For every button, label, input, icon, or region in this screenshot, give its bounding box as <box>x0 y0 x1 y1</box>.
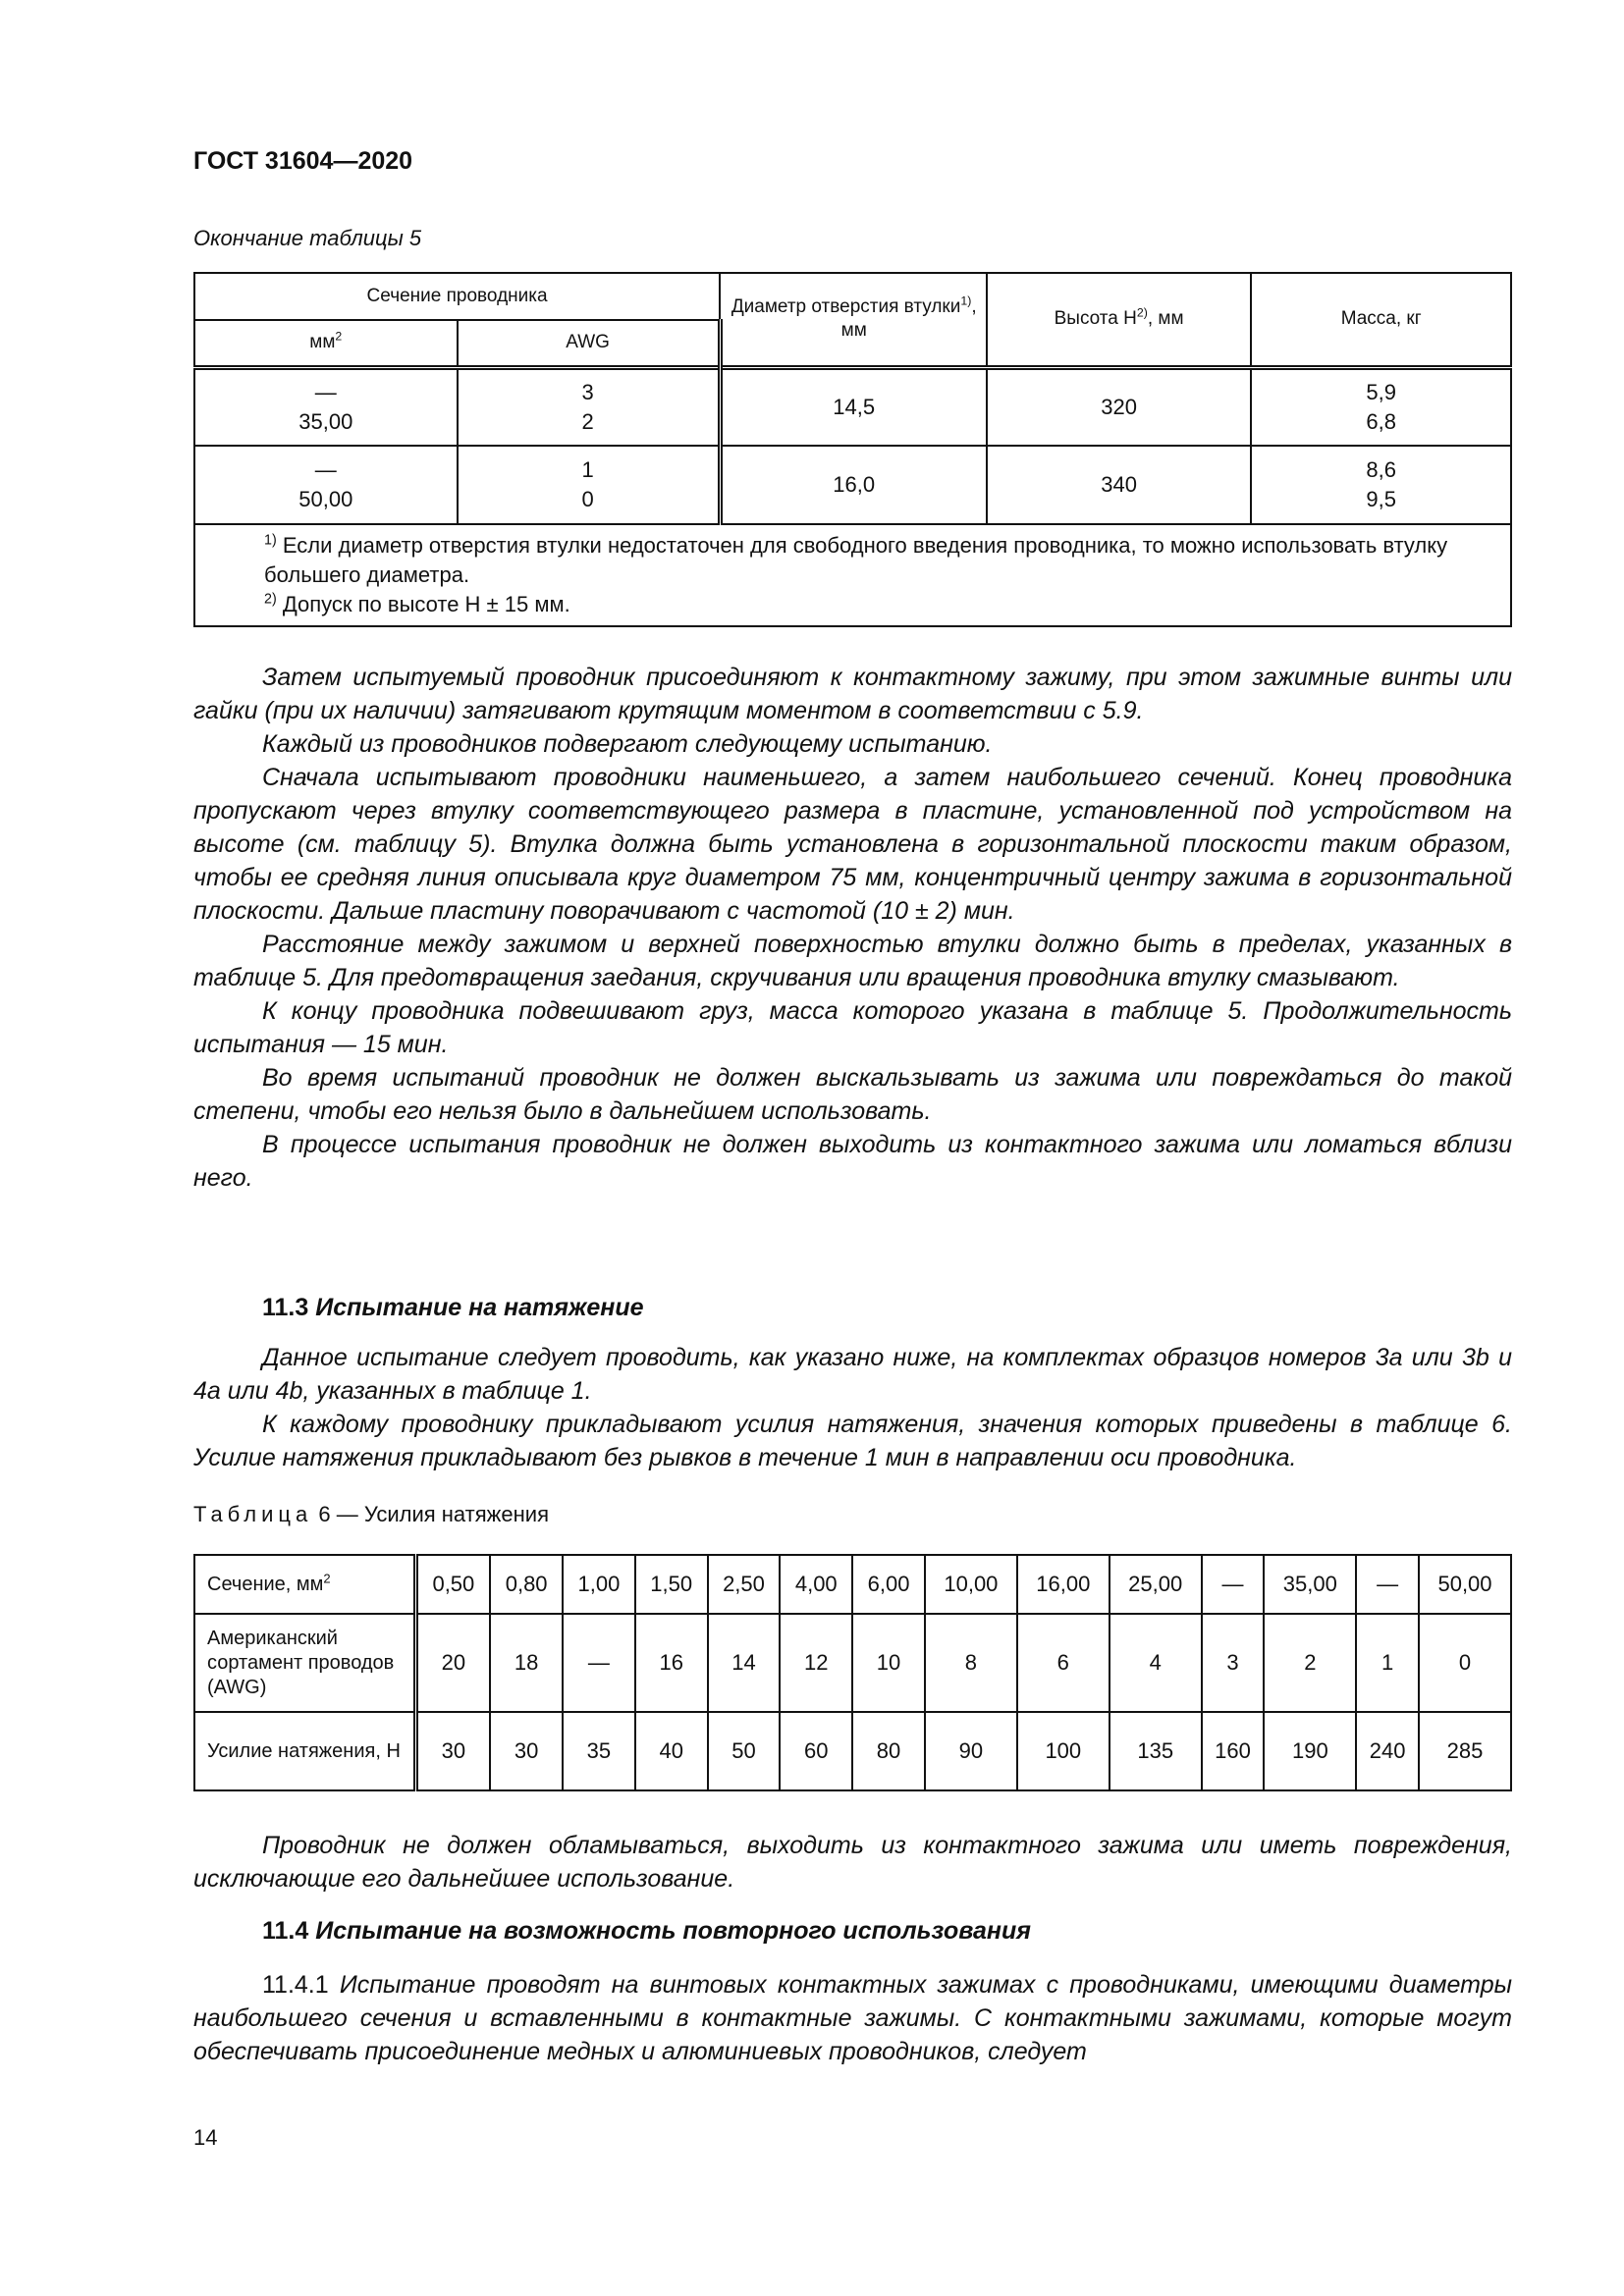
section-heading-11-4: 11.4 Испытание на возможность повторного использования <box>262 1917 1031 1945</box>
cell: — <box>1202 1555 1265 1614</box>
document-title: ГОСТ 31604—2020 <box>193 147 413 175</box>
cell: 90 <box>925 1712 1017 1790</box>
cell: 160 <box>1202 1712 1265 1790</box>
cell: 10,00 <box>925 1555 1017 1614</box>
header-section: Сечение проводника <box>194 273 720 320</box>
cell-diameter: 14,5 <box>720 367 987 446</box>
cell: 25,00 <box>1110 1555 1202 1614</box>
table-row <box>194 367 1511 446</box>
cell: 4,00 <box>780 1555 852 1614</box>
table-notes <box>194 524 1511 626</box>
cell: 6,00 <box>852 1555 925 1614</box>
cell: 16 <box>635 1614 708 1712</box>
cell: 14 <box>708 1614 781 1712</box>
cell-mm2: — 50,00 <box>194 446 458 524</box>
cell: 240 <box>1356 1712 1419 1790</box>
row-label-awg: Американский сортамент проводов (AWG) <box>194 1614 415 1712</box>
cell: 50,00 <box>1419 1555 1511 1614</box>
paragraph: Проводник не должен обламываться, выходить из контактного зажима или иметь повреждения, исключающие его дальнейшее использование. <box>193 1832 1512 1893</box>
cell: 190 <box>1264 1712 1356 1790</box>
paragraph: В процессе испытания проводник не должен выходить из контактного зажима или ломаться вблизи него. <box>193 1131 1512 1192</box>
cell: 0 <box>1419 1614 1511 1712</box>
cell: 135 <box>1110 1712 1202 1790</box>
cell: 4 <box>1110 1614 1202 1712</box>
cell: — <box>1356 1555 1419 1614</box>
cell: 16,00 <box>1017 1555 1110 1614</box>
cell: 35 <box>563 1712 635 1790</box>
cell: 100 <box>1017 1712 1110 1790</box>
cell: 20 <box>415 1614 490 1712</box>
paragraph: Каждый из проводников подвергают следующему испытанию. <box>262 730 993 758</box>
section-heading-11-3: 11.3 Испытание на натяжение <box>262 1294 644 1321</box>
cell: 1 <box>1356 1614 1419 1712</box>
cell: 60 <box>780 1712 852 1790</box>
cell: 285 <box>1419 1712 1511 1790</box>
cell: 18 <box>490 1614 563 1712</box>
cell: 2 <box>1264 1614 1356 1712</box>
header-diameter: Диаметр отверстия втулки$^{1)}$, мм <box>720 273 987 367</box>
table-row <box>194 1614 1511 1712</box>
note-1: $^{1)}$ Если диаметр отверстия втулки недостаточен для свободного введения проводника, то можно использовать втулку большего диаметра. <box>264 532 1448 587</box>
body-text-block-3 <box>193 1829 1512 1896</box>
paragraph: К каждому проводнику прикладывают усилия натяжения, значения которых приведены в таблице 6. Усилие натяжения прикладывают без рывков в течение 1 мин в направлении оси проводника. <box>193 1411 1512 1471</box>
cell: — <box>563 1614 635 1712</box>
paragraph: Данное испытание следует проводить, как указано ниже, на комплектах образцов номеров 3a или 3b и 4a или 4b, указанных в таблице 1. <box>193 1344 1512 1405</box>
cell-mass: 8,6 9,5 <box>1251 446 1511 524</box>
table-row <box>194 1555 1511 1614</box>
table-row <box>194 446 1511 524</box>
cell: 10 <box>852 1614 925 1712</box>
cell: 35,00 <box>1264 1555 1356 1614</box>
paragraph: Во время испытаний проводник не должен выскальзывать из зажима или повреждаться до такой степени, чтобы его нельзя было в дальнейшем использовать. <box>193 1064 1512 1125</box>
table6-caption: Таблица 6 — Усилия натяжения <box>193 1502 549 1526</box>
cell-diameter: 16,0 <box>720 446 987 524</box>
table-row <box>194 1712 1511 1790</box>
table-5 <box>193 272 1512 627</box>
cell: 2,50 <box>708 1555 781 1614</box>
header-height: Высота $Н^{2)}$, мм <box>987 273 1252 367</box>
paragraph: Расстояние между зажимом и верхней поверхностью втулки должно быть в пределах, указанных в таблице 5. Для предотвращения заедания, скручивания или вращения проводника втулку смазывают. <box>193 931 1512 991</box>
cell-mm2: — 35,00 <box>194 367 458 446</box>
body-text-block-4 <box>193 1968 1512 2068</box>
cell-height: 320 <box>987 367 1252 446</box>
row-label-section: Сечение, $мм^2$ <box>194 1555 415 1614</box>
note-2: $^{2)}$ Допуск по высоте Н ± 15 мм. <box>264 591 570 616</box>
row-label-force: Усилие натяжения, Н <box>194 1712 415 1790</box>
cell: 1,00 <box>563 1555 635 1614</box>
cell: 1,50 <box>635 1555 708 1614</box>
paragraph: 11.4.1 Испытание проводят на винтовых контактных зажимах с проводниками, имеющими диаметры наибольшего сечения и вставленными в контактные зажимы. С контактными зажимами, которые могут обеспечивать присоединение медных и алюминиевых проводников, следует <box>193 1971 1512 2065</box>
cell: 6 <box>1017 1614 1110 1712</box>
cell: 8 <box>925 1614 1017 1712</box>
cell: 40 <box>635 1712 708 1790</box>
table5-caption: Окончание таблицы 5 <box>193 226 422 250</box>
paragraph: Затем испытуемый проводник присоединяют к контактному зажиму, при этом зажимные винты или гайки (при их наличии) затягивают крутящим моментом в соответствии с 5.9. <box>193 664 1512 724</box>
body-text-block-2 <box>193 1341 1512 1474</box>
header-mass: Масса, кг <box>1251 273 1511 367</box>
cell-height: 340 <box>987 446 1252 524</box>
cell: 50 <box>708 1712 781 1790</box>
cell: 30 <box>415 1712 490 1790</box>
cell-mass: 5,9 6,8 <box>1251 367 1511 446</box>
cell: 80 <box>852 1712 925 1790</box>
cell-awg: 3 2 <box>458 367 721 446</box>
body-text-block-1 <box>193 661 1512 1195</box>
header-awg: AWG <box>458 320 721 367</box>
cell: 12 <box>780 1614 852 1712</box>
cell: 0,80 <box>490 1555 563 1614</box>
header-mm2: $мм^2$ <box>194 320 458 367</box>
cell: 0,50 <box>415 1555 490 1614</box>
paragraph: Сначала испытывают проводники наименьшего, а затем наибольшего сечений. Конец проводника пропускают через втулку соответствующего размера в пластине, установленной под устройством на высоте (см. таблицу 5). Втулка должна быть установлена в горизонтальной плоскости таким образом, чтобы ее средняя линия описывала круг диаметром 75 мм, концентричный центру зажима в горизонтальной плоскости. Дальше пластину поворачивают с частотой (10 ± 2) мин. <box>193 764 1512 925</box>
table-6 <box>193 1554 1512 1791</box>
cell: 3 <box>1202 1614 1265 1712</box>
page-number: 14 <box>193 2125 218 2150</box>
cell: 30 <box>490 1712 563 1790</box>
cell-awg: 1 0 <box>458 446 721 524</box>
paragraph: К концу проводника подвешивают груз, масса которого указана в таблице 5. Продолжительность испытания — 15 мин. <box>193 997 1512 1058</box>
